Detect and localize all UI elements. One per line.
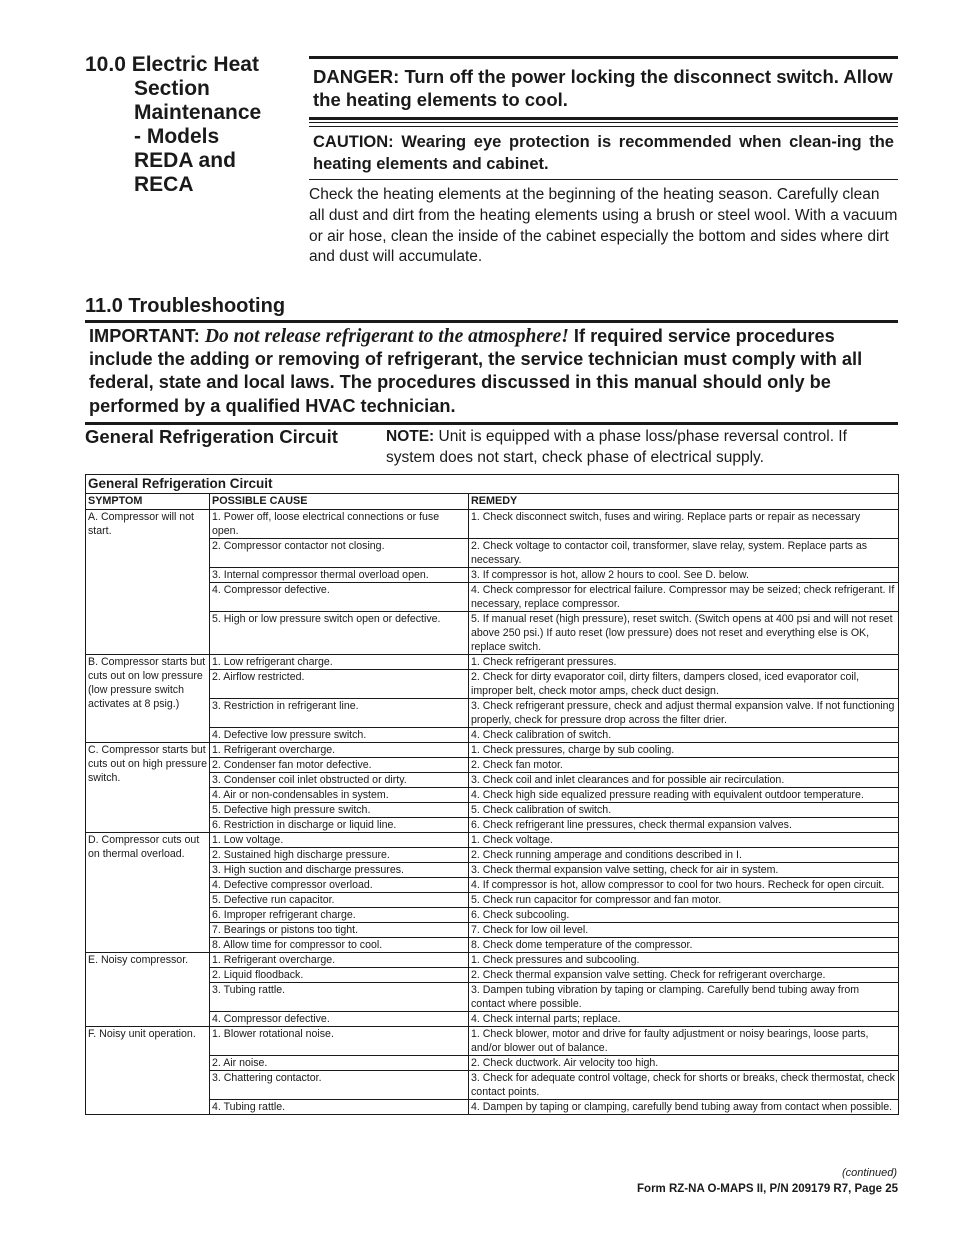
remedy-cell: 5. Check calibration of switch. [469,803,899,818]
cause-cell: 2. Airflow restricted. [210,670,469,699]
cause-cell: 3. Internal compressor thermal overload open. [210,568,469,583]
remedy-cell: 4. Check internal parts; replace. [469,1012,899,1027]
table-row [86,833,899,848]
remedy-cell: 1. Check blower, motor and drive for faulty adjustment or noisy bearings, loose parts, and/or blower out of balance. [469,1027,899,1056]
remedy-cell: 3. Check for adequate control voltage, check for shorts or breaks, check thermostat, check contact points. [469,1071,899,1100]
remedy-cell: 3. Check thermal expansion valve setting, check for air in system. [469,863,899,878]
cause-cell: 4. Defective compressor overload. [210,878,469,893]
remedy-cell: 3. Check refrigerant pressure, check and adjust thermal expansion valve. If not functioning properly, check for pressure drop across the filter drier. [469,699,899,728]
cause-cell: 3. Tubing rattle. [210,983,469,1012]
section-10-heading-line: Maintenance [134,101,262,124]
cause-cell: 1. Refrigerant overcharge. [210,953,469,968]
cause-cell: 3. Chattering contactor. [210,1071,469,1100]
table-title: General Refrigeration Circuit [86,475,899,494]
remedy-cell: 2. Check for dirty evaporator coil, dirty filters, dampers closed, iced evaporator coil, improper belt, check motor amps, check duct design. [469,670,899,699]
refrigeration-circuit-heading: General Refrigeration Circuit [85,426,338,447]
cause-cell: 2. Liquid floodback. [210,968,469,983]
table-title-row [86,475,899,494]
symptom-column-header: SYMPTOM [86,494,210,510]
cause-cell: 3. Restriction in refrigerant line. [210,699,469,728]
symptom-cell: C. Compressor starts but cuts out on high pressure switch. [86,743,210,833]
section-11-heading: 11.0 Troubleshooting [85,294,898,323]
cause-column-header: POSSIBLE CAUSE [210,494,469,510]
note-body: Unit is equipped with a phase loss/phase reversal control. If system does not start, check phase of electrical supply. [386,428,847,466]
remedy-cell: 1. Check voltage. [469,833,899,848]
heating-element-cleaning-text: Check the heating elements at the beginning of the heating season. Carefully clean all dust and dirt from the heating elements using a brush or steel wool. With a vacuum or air hose, clean the inside of the cabinet especially the bottom and sides where dirt and dust will accumulate. [309,186,898,266]
symptom-cell: E. Noisy compressor. [86,953,210,1027]
remedy-cell: 2. Check voltage to contactor coil, transformer, slave relay, system. Replace parts as necessary. [469,539,899,568]
caution-warning: CAUTION: Wearing eye protection is recommended when clean-ing the heating elements and cabinet. [309,122,898,180]
troubleshooting-table [85,474,899,1115]
cause-cell: 7. Bearings or pistons too tight. [210,923,469,938]
cause-cell: 1. Power off, loose electrical connections or fuse open. [210,510,469,539]
table-row [86,953,899,968]
section-10-heading-line: 10.0 Electric Heat [85,53,259,76]
remedy-cell: 3. Check coil and inlet clearances and for possible air recirculation. [469,773,899,788]
cause-cell: 5. High or low pressure switch open or defective. [210,612,469,655]
cause-cell: 1. Low voltage. [210,833,469,848]
cause-cell: 2. Condenser fan motor defective. [210,758,469,773]
cause-cell: 4. Compressor defective. [210,1012,469,1027]
remedy-cell: 4. Check compressor for electrical failure. Compressor may be seized; check refrigerant. If necessary, replace compressor. [469,583,899,612]
remedy-cell: 1. Check pressures, charge by sub cooling. [469,743,899,758]
cause-cell: 3. Condenser coil inlet obstructed or dirty. [210,773,469,788]
cause-cell: 6. Restriction in discharge or liquid line. [210,818,469,833]
cause-cell: 6. Improper refrigerant charge. [210,908,469,923]
cause-cell: 1. Low refrigerant charge. [210,655,469,670]
continued-label: (continued) [841,1167,897,1179]
remedy-cell: 2. Check fan motor. [469,758,899,773]
remedy-cell: 3. Dampen tubing vibration by taping or clamping. Carefully bend tubing away from contact where possible. [469,983,899,1012]
page-footer: Form RZ-NA O-MAPS II, P/N 209179 R7, Page 25 [637,1183,898,1195]
remedy-cell: 6. Check subcooling. [469,908,899,923]
remedy-cell: 4. Check high side equalized pressure reading with equivalent outdoor temperature. [469,788,899,803]
remedy-cell: 5. Check run capacitor for compressor and fan motor. [469,893,899,908]
note-label: NOTE: [386,428,435,445]
divider [85,422,898,425]
remedy-cell: 3. If compressor is hot, allow 2 hours to cool. See D. below. [469,568,899,583]
remedy-cell: 2. Check running amperage and conditions described in I. [469,848,899,863]
phase-control-note [386,426,898,468]
remedy-cell: 6. Check refrigerant line pressures, check thermal expansion valves. [469,818,899,833]
cause-cell: 2. Sustained high discharge pressure. [210,848,469,863]
cause-cell: 2. Compressor contactor not closing. [210,539,469,568]
table-row [86,510,899,539]
remedy-cell: 4. Dampen by taping or clamping, carefully bend tubing away from contact when possible. [469,1100,899,1115]
cause-cell: 1. Refrigerant overcharge. [210,743,469,758]
remedy-cell: 4. If compressor is hot, allow compressor to cool for two hours. Recheck for open circuit. [469,878,899,893]
important-label: IMPORTANT: [89,326,200,346]
remedy-cell: 1. Check refrigerant pressures. [469,655,899,670]
remedy-cell: 4. Check calibration of switch. [469,728,899,743]
cause-cell: 4. Defective low pressure switch. [210,728,469,743]
table-row [86,655,899,670]
table-row [86,743,899,758]
important-notice [89,325,895,418]
section-10-heading-line: - Models [134,125,220,148]
cause-cell: 2. Air noise. [210,1056,469,1071]
remedy-cell: 8. Check dome temperature of the compressor. [469,938,899,953]
section-10-heading-line: Section [134,77,210,100]
remedy-cell: 7. Check for low oil level. [469,923,899,938]
cause-cell: 4. Air or non-condensables in system. [210,788,469,803]
section-10-heading [85,53,295,197]
important-compliance-text: If required service procedures include the adding or removing of refrigerant, the service technician must comply with all federal, state and local laws. The procedures discussed in this manual should only be performed by a qualified HVAC technician. [89,326,863,416]
table-header-row [86,494,899,510]
cause-cell: 4. Tubing rattle. [210,1100,469,1115]
remedy-column-header: REMEDY [469,494,899,510]
symptom-cell: A. Compressor will not start. [86,510,210,655]
danger-warning: DANGER: Turn off the power locking the disconnect switch. Allow the heating elements to cool. [309,56,898,120]
remedy-cell: 1. Check pressures and subcooling. [469,953,899,968]
remedy-cell: 1. Check disconnect switch, fuses and wiring. Replace parts or repair as necessary [469,510,899,539]
symptom-cell: F. Noisy unit operation. [86,1027,210,1115]
cause-cell: 1. Blower rotational noise. [210,1027,469,1056]
cause-cell: 3. High suction and discharge pressures. [210,863,469,878]
remedy-cell: 2. Check ductwork. Air velocity too high. [469,1056,899,1071]
symptom-cell: B. Compressor starts but cuts out on low pressure (low pressure switch activates at 8 psig.) [86,655,210,743]
table-row [86,1027,899,1056]
section-10-heading-line: REDA and [134,149,236,172]
remedy-cell: 2. Check thermal expansion valve setting. Check for refrigerant overcharge. [469,968,899,983]
cause-cell: 8. Allow time for compressor to cool. [210,938,469,953]
remedy-cell: 5. If manual reset (high pressure), reset switch. (Switch opens at 400 psi and will not reset above 250 psi.) If auto reset (low pressure) does not reset and everything else is OK, replace switch. [469,612,899,655]
important-refrigerant-warning: Do not release refrigerant to the atmosphere! [204,326,569,347]
table-body [86,510,899,1115]
symptom-cell: D. Compressor cuts out on thermal overload. [86,833,210,953]
cause-cell: 5. Defective high pressure switch. [210,803,469,818]
cause-cell: 5. Defective run capacitor. [210,893,469,908]
section-10-heading-line: RECA [134,173,194,196]
cause-cell: 4. Compressor defective. [210,583,469,612]
